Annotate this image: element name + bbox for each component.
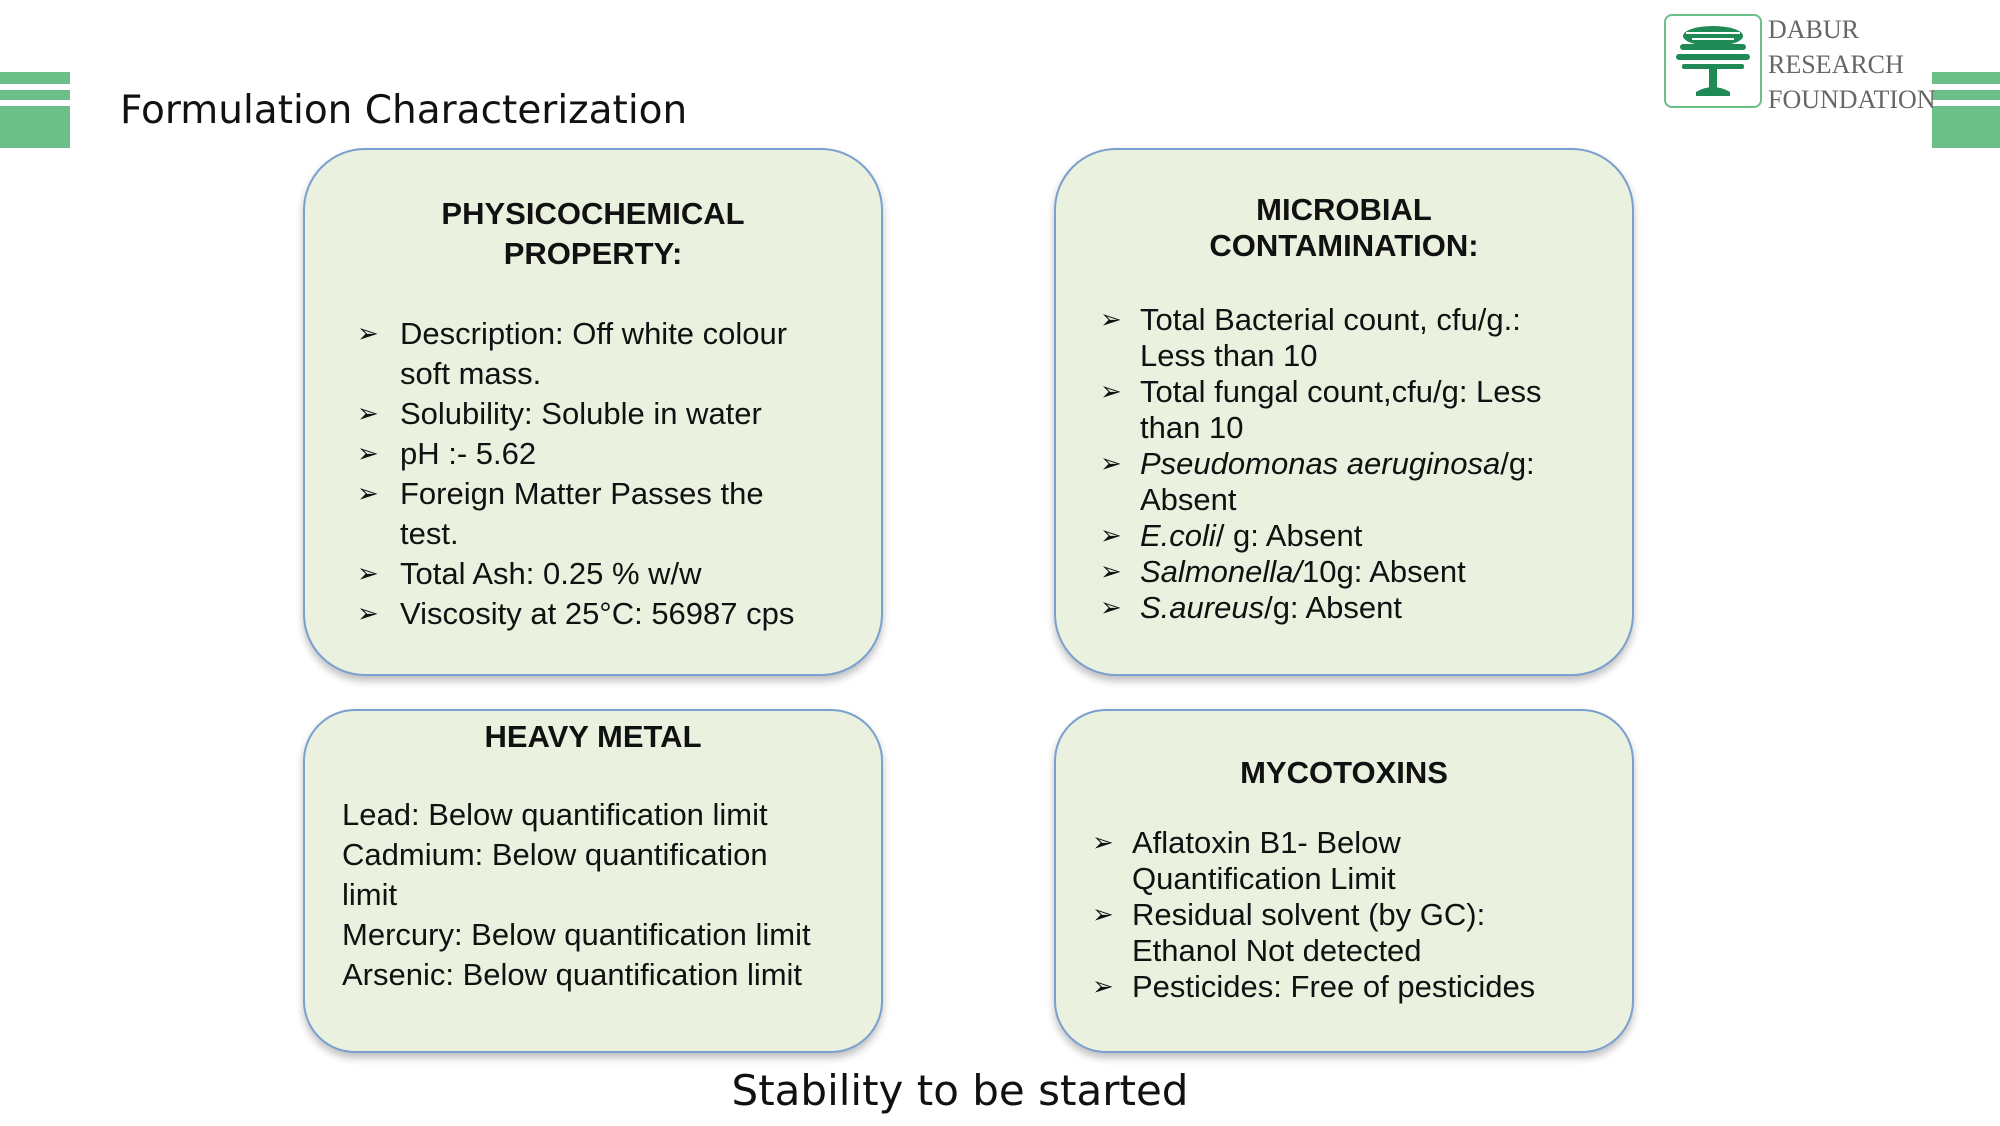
- item-text: [1140, 590, 1610, 626]
- logo-line-3: FOUNDATION: [1768, 85, 1936, 114]
- item-text: Foreign Matter Passes the: [400, 476, 764, 511]
- list-item: [1092, 969, 1612, 1005]
- arrow-bullet-icon: ➢: [357, 319, 379, 349]
- heavy-metal-panel: [303, 709, 883, 1053]
- item-text: test.: [400, 516, 459, 551]
- slide-title: Formulation Characterization: [120, 88, 688, 133]
- heavy-metal-line: limit: [342, 877, 398, 912]
- heavy-metal-heading: HEAVY METAL: [484, 719, 702, 754]
- list-item: [1100, 590, 1610, 626]
- item-text: Total fungal count,cfu/g: Less: [1140, 374, 1542, 409]
- list-item: [357, 314, 857, 394]
- arrow-bullet-icon: ➢: [1100, 557, 1122, 587]
- item-text: Absent: [1140, 482, 1237, 517]
- footer-text: Stability to be started: [731, 1066, 1189, 1115]
- list-item: [357, 394, 857, 434]
- arrow-bullet-icon: ➢: [1100, 449, 1122, 479]
- logo-line-2: RESEARCH: [1768, 50, 1904, 79]
- mycotoxins-panel: [1054, 709, 1634, 1053]
- mycotoxins-heading: MYCOTOXINS: [1240, 755, 1448, 790]
- arrow-bullet-icon: ➢: [1092, 972, 1114, 1002]
- organism-name: E.coli: [1140, 518, 1216, 553]
- physicochemical-panel: [303, 148, 883, 676]
- arrow-bullet-icon: ➢: [1092, 900, 1114, 930]
- physicochemical-heading: [305, 194, 881, 274]
- item-text: [1140, 518, 1610, 554]
- item-text: [1140, 554, 1610, 590]
- arrow-bullet-icon: ➢: [1092, 828, 1114, 858]
- item-text: Description: Off white colour: [400, 316, 788, 351]
- microbial-heading: [1056, 192, 1632, 264]
- list-item: [1100, 302, 1610, 374]
- arrow-bullet-icon: ➢: [357, 599, 379, 629]
- organism-name: Pseudomonas aeruginosa: [1140, 446, 1501, 481]
- mycotoxins-list: [1092, 825, 1612, 1005]
- heading-line: PROPERTY:: [503, 236, 683, 271]
- logo-text: [1768, 12, 1936, 117]
- heavy-metal-line: Arsenic: Below quantification limit: [342, 957, 803, 992]
- list-item: [1100, 518, 1610, 554]
- organism-name: Salmonella/: [1140, 554, 1302, 589]
- arrow-bullet-icon: ➢: [357, 399, 379, 429]
- list-item: [1100, 446, 1610, 518]
- heavy-metal-lines: [342, 795, 862, 995]
- item-text: Solubility: Soluble in water: [400, 396, 762, 431]
- arrow-bullet-icon: ➢: [357, 479, 379, 509]
- arrow-bullet-icon: ➢: [1100, 521, 1122, 551]
- list-item: [1100, 554, 1610, 590]
- item-text: pH :- 5.62: [400, 436, 537, 471]
- heading-line: MICROBIAL: [1256, 192, 1432, 227]
- item-rest: /g: Absent: [1264, 590, 1402, 625]
- heavy-metal-line: Lead: Below quantification limit: [342, 797, 768, 832]
- right-accent-bars: [1932, 72, 2000, 148]
- physicochemical-list: [357, 314, 857, 634]
- list-item: [1092, 825, 1612, 897]
- heading-line: PHYSICOCHEMICAL: [441, 196, 745, 231]
- item-text: Viscosity at 25°C: 56987 cps: [400, 596, 795, 631]
- item-text: Pesticides: Free of pesticides: [1132, 969, 1536, 1004]
- item-text: Less than 10: [1140, 338, 1318, 373]
- item-text: Ethanol Not detected: [1132, 933, 1422, 968]
- item-rest: /g:: [1500, 446, 1535, 481]
- item-text: Quantification Limit: [1132, 861, 1396, 896]
- heavy-metal-line: Cadmium: Below quantification: [342, 837, 768, 872]
- item-text: than 10: [1140, 410, 1244, 445]
- arrow-bullet-icon: ➢: [357, 439, 379, 469]
- item-text: Aflatoxin B1- Below: [1132, 825, 1401, 860]
- list-item: [357, 594, 857, 634]
- dabur-logo: [1664, 12, 1934, 112]
- item-text: soft mass.: [400, 356, 542, 391]
- item-rest: 10g: Absent: [1301, 554, 1466, 589]
- arrow-bullet-icon: ➢: [1100, 305, 1122, 335]
- list-item: [357, 434, 857, 474]
- list-item: [1092, 897, 1612, 969]
- item-text: Total Bacterial count, cfu/g.:: [1140, 302, 1521, 337]
- list-item: [1100, 374, 1610, 446]
- item-text: Residual solvent (by GC):: [1132, 897, 1486, 932]
- item-text: [1140, 446, 1610, 482]
- heading-line: CONTAMINATION:: [1209, 228, 1479, 263]
- logo-line-1: DABUR: [1768, 15, 1860, 44]
- arrow-bullet-icon: ➢: [1100, 593, 1122, 623]
- tree-icon: [1664, 14, 1762, 108]
- heavy-metal-line: Mercury: Below quantification limit: [342, 917, 811, 952]
- list-item: [357, 554, 857, 594]
- item-text: Total Ash: 0.25 % w/w: [400, 556, 702, 591]
- microbial-list: [1100, 302, 1610, 626]
- arrow-bullet-icon: ➢: [357, 559, 379, 589]
- item-rest: / g: Absent: [1215, 518, 1363, 553]
- arrow-bullet-icon: ➢: [1100, 377, 1122, 407]
- left-accent-bars: [0, 72, 70, 148]
- microbial-panel: [1054, 148, 1634, 676]
- list-item: [357, 474, 857, 554]
- organism-name: S.aureus: [1140, 590, 1265, 625]
